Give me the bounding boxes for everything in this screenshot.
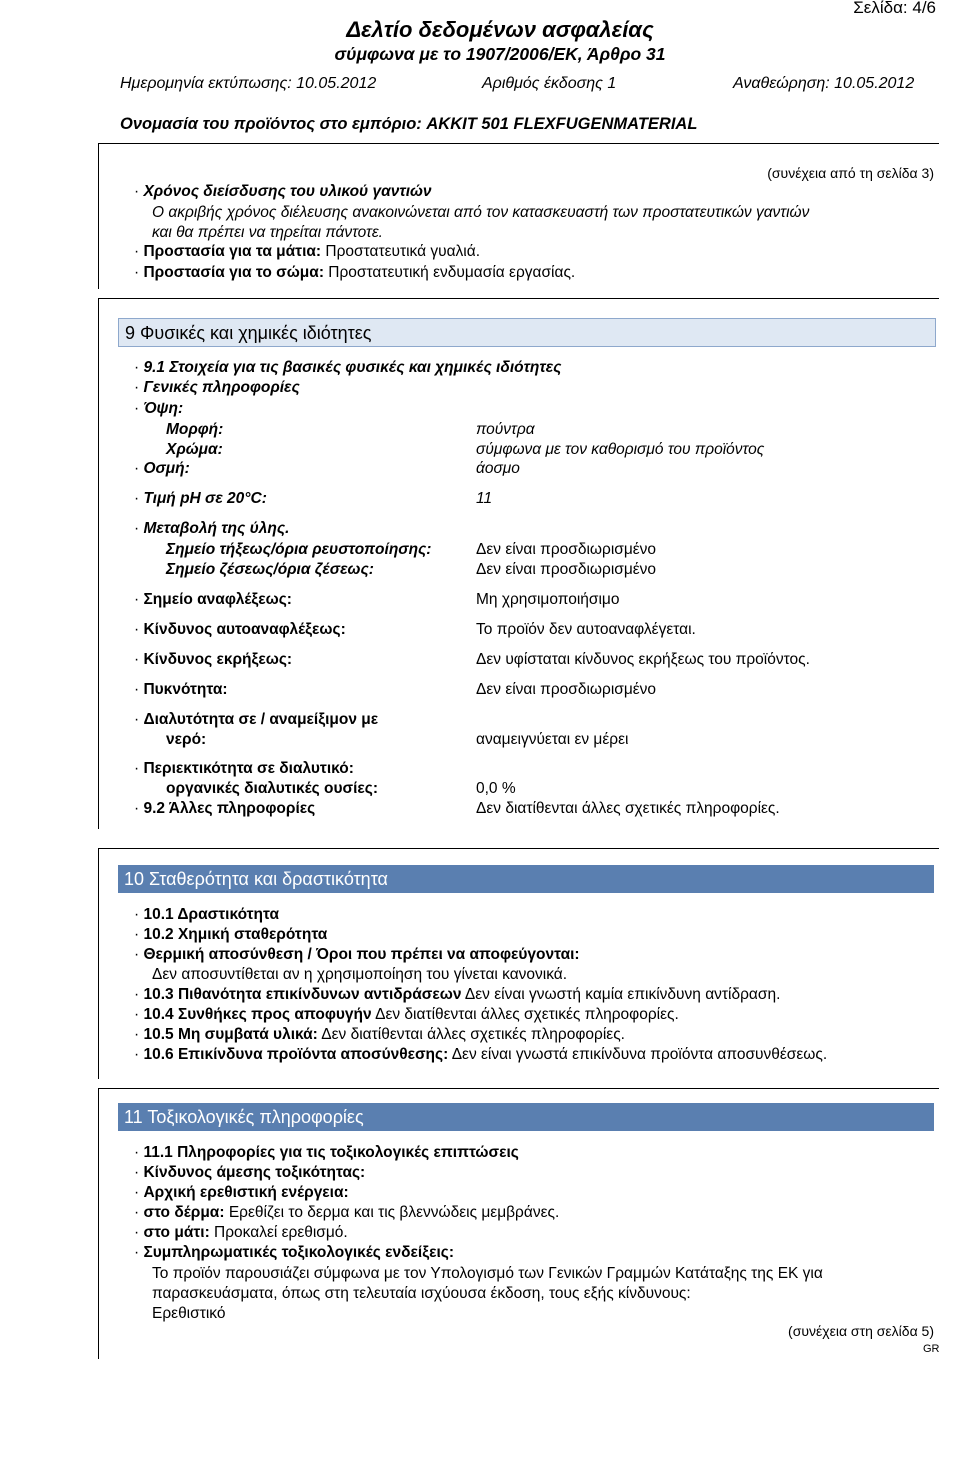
form-label: Μορφή:	[166, 421, 224, 438]
glove-time-label: · Χρόνος διείσδυσης του υλικού γαντιών	[134, 183, 432, 201]
additional-text-3: Ερεθιστικό	[152, 1305, 226, 1322]
explosion-value: Δεν υφίσταται κίνδυνος εκρήξεως του προϊόντος.	[476, 651, 810, 668]
s10-6	[134, 1046, 827, 1064]
eyes-protection-label: · Προστασία για τα μάτια:	[134, 243, 321, 260]
continued-to-note: (συνέχεια στη σελίδα 5)	[788, 1323, 934, 1339]
body-protection	[134, 264, 575, 282]
density-value: Δεν είναι προσδιωρισμένο	[476, 681, 657, 698]
s11-1: · 11.1 Πληροφορίες για τις τοξικολογικές επιπτώσεις	[134, 1144, 519, 1162]
document-title: Δελτίο δεδομένων ασφαλείας	[346, 17, 654, 42]
eyes-protection	[134, 243, 480, 261]
selfign-value: Το προϊόν δεν αυτοαναφλέγεται.	[476, 621, 696, 638]
flash-value: Μη χρησιμοποιήσιμο	[476, 591, 620, 608]
odor-value: άοσμο	[476, 460, 520, 477]
organic-label: οργανικές διαλυτικές ουσίες:	[166, 780, 378, 797]
eyes-protection-value: Προστατευτικά γυαλιά.	[325, 243, 481, 260]
solubility-value: αναμειγνύεται εν μέρει	[476, 731, 629, 748]
body-protection-label: · Προστασία για το σώμα:	[134, 264, 324, 281]
continued-from-note: (συνέχεια από τη σελίδα 3)	[767, 165, 934, 181]
s10-6-value: Δεν είναι γνωστά επικίνδυνα προϊόντα αποσυνθέσεως.	[451, 1046, 828, 1063]
solubility-label-1: · Διαλυτότητα σε / αναμείξιμον με	[134, 711, 378, 729]
s10-4-value: Δεν διατίθενται άλλες σχετικές πληροφορίες.	[375, 1006, 679, 1023]
product-name: Ονομασία του προϊόντος στο εμπόριο: AKKIT 501 FLEXFUGENMATERIAL	[120, 115, 698, 133]
melting-value: Δεν είναι προσδιωρισμένο	[476, 541, 657, 558]
organic-value: 0,0 %	[476, 780, 516, 797]
version-number: Αριθμός έκδοσης 1	[482, 75, 617, 92]
boiling-value: Δεν είναι προσδιωρισμένο	[476, 561, 657, 578]
s10-4	[134, 1006, 679, 1024]
skin-effect	[134, 1204, 559, 1222]
ph-label: · Τιμή pH σε 20°C:	[134, 490, 267, 508]
solvent-label: · Περιεκτικότητα σε διαλυτικό:	[134, 760, 354, 778]
selfign-label: · Κίνδυνος αυτοαναφλέξεως:	[134, 621, 346, 639]
other-info-label: · 9.2 Άλλες πληροφορίες	[134, 800, 315, 818]
section-9-title: 9 Φυσικές και χημικές ιδιότητες	[125, 323, 372, 343]
thermal-label: · Θερμική αποσύνθεση / Όροι που πρέπει να αποφεύγονται:	[134, 946, 580, 964]
solubility-label-2: νερό:	[166, 731, 207, 748]
s10-3-label: · 10.3 Πιθανότητα επικίνδυνων αντιδράσεων	[134, 986, 461, 1003]
s10-3-value: Δεν είναι γνωστή καμία επικίνδυνη αντίδραση.	[464, 986, 781, 1003]
state-change: · Μεταβολή της ύλης.	[134, 520, 289, 538]
additional-text-1: Το προϊόν παρουσιάζει σύμφωνα με τον Υπολογισμό των Γενικών Γραμμών Κατάταξης της ΕΚ για	[152, 1265, 823, 1282]
s10-4-label: · 10.4 Συνθήκες προς αποφυγήν	[134, 1006, 372, 1023]
flash-label: · Σημείο αναφλέξεως:	[134, 591, 292, 609]
additional-text-2: παρασκευάσματα, όπως στη τελευταία ισχύουσα έκδοση, τους εξής κίνδυνους:	[152, 1285, 691, 1302]
s10-5-label: · 10.5 Μη συμβατά υλικά:	[134, 1026, 318, 1043]
primary-irritant: · Αρχική ερεθιστική ενέργεια:	[134, 1184, 349, 1202]
s10-3	[134, 986, 780, 1004]
section-9-header	[118, 318, 936, 347]
s10-2: · 10.2 Χημική σταθερότητα	[134, 926, 327, 944]
s10-1: · 10.1 Δραστικότητα	[134, 906, 279, 924]
color-label: Χρώμα:	[166, 441, 223, 458]
melting-label: Σημείο τήξεως/όρια ρευστοποίησης:	[166, 541, 432, 558]
appearance-label: · Όψη:	[134, 400, 183, 418]
s10-6-label: · 10.6 Επικίνδυνα προϊόντα αποσύνθεσης:	[134, 1046, 448, 1063]
section-11-header	[118, 1103, 934, 1131]
glove-time-text-2: και θα πρέπει να τηρείται πάντοτε.	[152, 224, 383, 241]
form-value: πούντρα	[476, 421, 535, 438]
density-label: · Πυκνότητα:	[134, 681, 228, 699]
eye-label: · στο μάτι:	[134, 1224, 210, 1241]
thermal-value: Δεν αποσυντίθεται αν η χρησιμοποίηση του γίνεται κανονικά.	[152, 966, 568, 983]
document-subtitle: σύμφωνα με το 1907/2006/ΕΚ, Άρθρο 31	[334, 44, 666, 64]
color-value: σύμφωνα με τον καθορισμό του προϊόντος	[476, 441, 765, 458]
page-number: Σελίδα: 4/6	[853, 0, 936, 17]
revision-date: Αναθεώρηση: 10.05.2012	[733, 75, 915, 92]
acute-toxicity: · Κίνδυνος άμεσης τοξικότητας:	[134, 1164, 365, 1182]
s10-5	[134, 1026, 625, 1044]
boiling-label: Σημείο ζέσεως/όρια ζέσεως:	[166, 561, 374, 578]
general-info: · Γενικές πληροφορίες	[134, 379, 300, 397]
eye-effect	[134, 1224, 348, 1242]
additional-label: · Συμπληρωματικές τοξικολογικές ενδείξεις:	[134, 1244, 454, 1262]
print-date: Ημερομηνία εκτύπωσης: 10.05.2012	[120, 75, 377, 92]
explosion-label: · Κίνδυνος εκρήξεως:	[134, 651, 292, 669]
section-11-title: 11 Τοξικολογικές πληροφορίες	[124, 1107, 364, 1127]
s10-5-value: Δεν διατίθενται άλλες σχετικές πληροφορίες.	[321, 1026, 625, 1043]
skin-value: Ερεθίζει το δερμα και τις βλεννώδεις μεμβράνες.	[228, 1204, 560, 1221]
section-10-header	[118, 865, 934, 893]
skin-label: · στο δέρμα:	[134, 1204, 225, 1221]
sub-9-1: · 9.1 Στοιχεία για τις βασικές φυσικές και χημικές ιδιότητες	[134, 359, 561, 377]
eye-value: Προκαλεί ερεθισμό.	[214, 1224, 348, 1241]
body-protection-value: Προστατευτική ενδυμασία εργασίας.	[328, 264, 576, 281]
other-info-value: Δεν διατίθενται άλλες σχετικές πληροφορίες.	[476, 800, 780, 817]
odor-label: · Οσμή:	[134, 460, 190, 478]
country-code: GR	[923, 1343, 940, 1355]
glove-time-text-1: Ο ακριβής χρόνος διέλευσης ανακοινώνεται από τον κατασκευαστή των προστατευτικών γαντιών	[152, 204, 810, 221]
ph-value: 11	[476, 490, 493, 507]
section-10-title: 10 Σταθερότητα και δραστικότητα	[124, 869, 388, 889]
